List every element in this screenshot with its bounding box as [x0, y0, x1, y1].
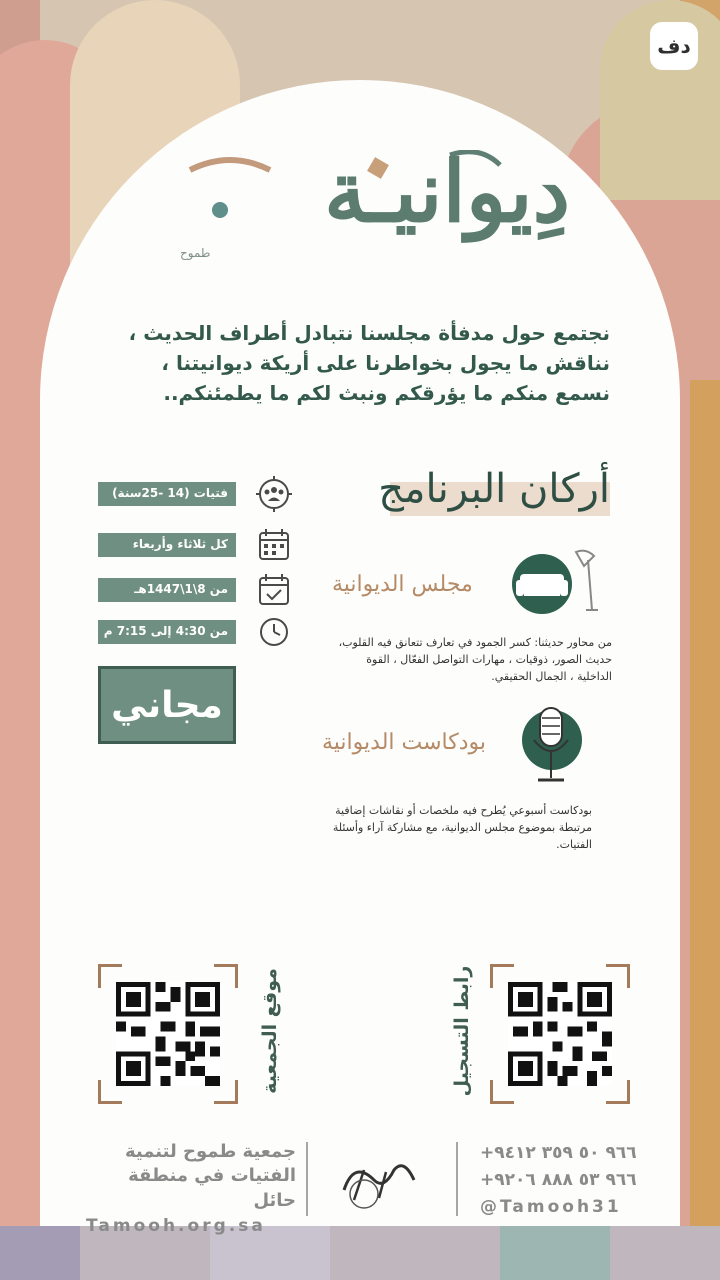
qr-website-label: موقع الجمعية — [259, 968, 281, 1094]
free-badge: مجاني — [98, 666, 236, 744]
footer-contact — [480, 1140, 650, 1222]
info-days-label: كل ثلاثاء وأربعاء — [98, 533, 236, 557]
qr-registration[interactable] — [490, 964, 630, 1104]
org-name-line2: الفتيات في منطقة حائل — [128, 1165, 296, 1211]
majlis-description: من محاور حديثنا: كسر الجمود في تعارف تتعانق فيه القلوب، حديث الصور، ذوقيات ، مهارات التواصل الفعّال ، القوة الداخلية ، الجمال الحقيقي. — [338, 636, 612, 684]
phone-number-2[interactable]: +٩٦٦ ٥٣ ٨٨٨ ٩٢٠٦ — [480, 1170, 637, 1191]
qr-website[interactable] — [98, 964, 238, 1104]
footer-organization — [86, 1140, 296, 1238]
calendar-grid-icon — [256, 527, 292, 563]
program-title: أركان البرنامج — [378, 466, 610, 512]
majlis-label: مجلس الديوانية — [332, 572, 473, 597]
title-block — [150, 142, 570, 270]
microphone-icon — [512, 700, 584, 790]
intro-text: نجتمع حول مدفأة مجلسنا نتبادل أطراف الحديث ، نناقش ما يجول بخواطرنا على أريكة ديوانيتنا ، نسمع منكم ما يؤرقكم ونبث لكم ما يطمئنكم.. — [128, 321, 610, 405]
qr-code-icon — [508, 982, 612, 1086]
info-date-label: من 8\1\1447هـ — [98, 578, 236, 602]
podcast-description: بودكاست أسبوعي يُطرح فيه ملخصات أو نقاشات إضافية مرتبطة بموضوع مجلس الديوانية، مع مشاركة آراء وأسئلة الفتيات. — [332, 804, 592, 852]
tamooh-logo-icon — [334, 1150, 424, 1214]
info-date — [98, 578, 298, 602]
calendar-check-icon — [256, 572, 292, 608]
info-age — [98, 482, 298, 506]
info-days — [98, 533, 298, 557]
social-handle[interactable]: @Tamooh31 — [480, 1197, 622, 1218]
title-subtext: طموح — [180, 246, 211, 260]
website-link[interactable]: Tamooh.org.sa — [86, 1215, 266, 1236]
sofa-lamp-icon — [506, 546, 602, 616]
brand-badge[interactable]: دف — [650, 22, 698, 70]
info-time-label: من 4:30 إلى 7:15 م — [98, 620, 236, 644]
program-title-block — [350, 458, 620, 554]
info-age-label: فتيات (14 -25سنة) — [98, 482, 236, 506]
footer-divider-left — [306, 1142, 308, 1216]
podcast-label: بودكاست الديوانية — [322, 730, 487, 755]
info-time — [98, 620, 298, 644]
qr-code-icon — [116, 982, 220, 1086]
footer-divider-right — [456, 1142, 458, 1216]
phone-number-1[interactable]: +٩٦٦ ٥٠ ٣٥٩ ٩٤١٢ — [480, 1143, 637, 1163]
qr-registration-label: رابط التسجيل — [451, 965, 473, 1097]
page-title: دِيوانيـة — [324, 142, 570, 241]
org-name-line1: جمعية طموح لتنمية — [124, 1141, 296, 1162]
clock-icon — [256, 614, 292, 650]
target-group-icon — [256, 476, 292, 512]
